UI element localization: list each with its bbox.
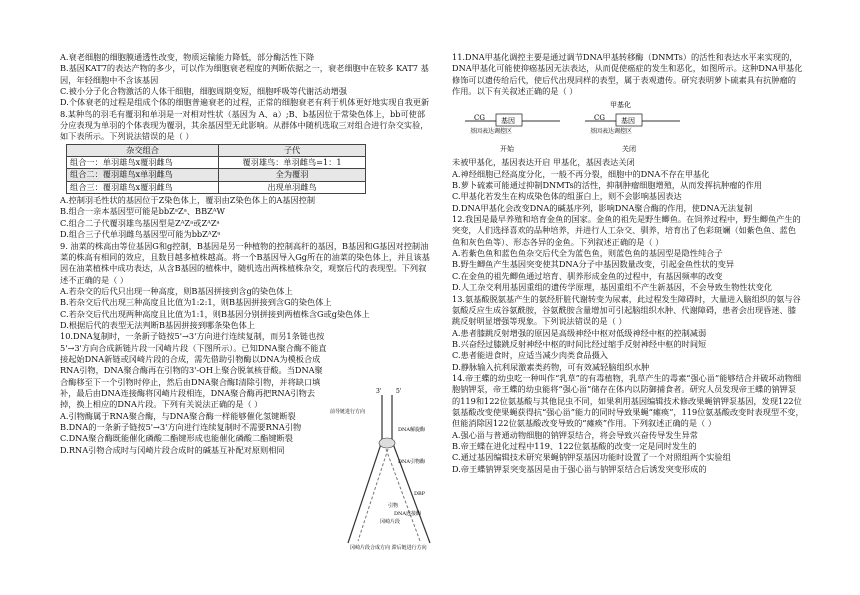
table-row (67, 181, 366, 193)
methylation-figure (460, 99, 690, 157)
q8-option-d: D.组合三子代单羽雌鸟基因型可能为bbZᴬZᵃ (60, 229, 221, 240)
q14-stem: 14.帝王蝶的幼虫吃一种叫作“乳草”的有毒植物，乳草产生的毒素“强心甾”能够结合并破坏动物细胞钠钾泵，帝王蝶的幼虫能将“强心甾”储存在体内以防御捕食者。研究人员发现帝王蝶的钠钾泵的119和122位氨基酸与其他昆虫不同，如果利用基因编辑技术修改果蝇钠钾泵基因，发现122位氨基酸改变使果蝇获得抗“强心甾”能力的同时导致果蝇“瘫痪”，119位氨基酸改变时表现型不变，但能消除因122位氨基酸改变导致的“瘫痪”作用。下列叙述正确的是（ ） (452, 372, 804, 429)
q12-option-d: D.人工杂交利用基因重组的遗传学原理，基因重组不产生新基因，不会导致生物性状变化 (452, 282, 773, 293)
q12-option-a: A.若紫色鱼和蓝色鱼杂交后代全为蓝色鱼，则蓝色鱼的基因型是隐性纯合子 (452, 248, 723, 259)
helicase-shape (379, 438, 395, 448)
q10-option-d: D.RNA引物合成时与冈崎片段合成时的碱基互补配对原则相同 (60, 444, 285, 455)
q9-option-c: C.若杂交后代出现两种高度且比值为1:1，则B基因分别拼接到两植株含G或g染色体上 (60, 308, 370, 319)
cross-table (66, 144, 366, 194)
top-left-label: 3' (376, 388, 382, 395)
offspring-cell: 出现单羽雌鸟 (219, 181, 366, 193)
leading-strand (348, 441, 382, 543)
combo-cell: 组合三：覆羽雄鸟x覆羽雌鸟 (67, 181, 219, 193)
q14-option-a: A.强心甾与普通动物细胞的钠钾泵结合，将会导致兴奋传导发生异常 (452, 429, 698, 440)
header-combo: 杂交组合 (67, 144, 219, 156)
q12-option-c: C.在金鱼的祖先鲫鱼通过培育、驯养形成金鱼的过程中，有基因频率的改变 (452, 270, 723, 281)
control-region-label: 基因表达调控区 (590, 128, 633, 136)
gene-label: 基因 (621, 117, 635, 126)
q11-option-c: C.甲基化若发生在构成染色体的组蛋白上，则不会影响基因表达 (452, 191, 682, 202)
offspring-cell: 全为覆羽 (219, 169, 366, 181)
helicase-label: DNA解旋酶 (398, 427, 425, 433)
q13-option-a: A.患者膝跳反射增强的原因是高级神经中枢对低级神经中枢的控制减弱 (452, 327, 707, 338)
q9-stem: 9. 油菜的株高由等位基因G和g控制，B基因是另一种植物的控制高秆的基因，B基因和G基因对控制油菜的株高有相同的效应，且数目越多植株越高。将一个B基因导入Gg所在的油菜的染色体上，并且该基因在油菜植株中成功表达，从含B基因的植株中，随机选出两株植株杂交，观察后代的表现型。下列叙述不正确的是（ ） (60, 240, 430, 285)
dbp-label: DBP (414, 491, 426, 497)
q7-option-a: A.衰老细胞的细胞膜通透性改变，物质运输能力降低，部分酶活性下降 (60, 52, 315, 62)
q11-stem: 11.DNA甲基化调控主要是通过调节DNA甲基转移酶（DNMTs）的活性和表达水平来实现的，DNA甲基化可能使抑癌基因无法表达，从而促使癌症的发生和恶化，如图所示。这种DNA甲基化修饰可以遗传给后代，使后代出现同样的表型，属于表观遗传。研究表明萝卜硫素具有抗肿瘤的作用。以下有关叙述正确的是（ ） (452, 52, 803, 97)
q8-option-b: B.组合一亲本基因型可能是bbZᵃZᵃ、BBZᴬW (60, 206, 225, 217)
q10-stem: 10.DNA复制时，一条新子链按5'→3'方向进行连续复制，而另1条链也按5'→3'方向合成新链片段一冈崎片段（下图所示）。已知DNA聚合酶不能直接起始DNA新链或冈崎片段的合成，需先借助引物酶以DNA为模板合成RNA引物，DNA聚合酶再在引物的3'-OH上聚合脱氧核苷酸。当DNA聚合酶移至下一个引物时停止，然后由DNA聚合酶I清除引物，并将缺口填补，最后由DNA连接酶将冈崎片段相连，DNA聚合酶再把RNA引物去掉，换上相应的DNA片段。下列有关说法正确的是（ ） (60, 331, 327, 410)
leading-direction-label: 前导链进行方向 (330, 409, 366, 415)
q13-option-b: B.兴奋经过膝跳反射神经中枢的时间比经过缩手反射神经中枢的时间短 (452, 338, 707, 349)
gene-label: 基因 (501, 117, 515, 126)
q14-option-d: D.帝王蝶钠钾泵突变基因是由于强心甾与钠钾泵结合后诱发突变形成的 (452, 463, 707, 474)
right-column (452, 52, 804, 475)
q9-option-d: D.根据后代的表型无法判断B基因拼接到哪条染色体上 (60, 319, 256, 330)
q13-option-d: D.静脉输入抗利尿激素类药物，可有效减轻脑组织水肿 (452, 361, 650, 372)
q14-option-c: C.通过基因编辑技术研究果蝇钠钾泵基因功能时设置了一个对照组两个实验组 (452, 452, 731, 463)
table-row (67, 157, 366, 169)
q8-option-a: A.控制羽毛性状的基因位于Z染色体上，覆羽由Z染色体上的A基因控制 (60, 195, 316, 206)
offspring-cell: 覆羽雄鸟：单羽雌鸟=1：1 (219, 157, 366, 169)
combo-cell: 组合一：单羽雄鸟x覆羽雌鸟 (67, 157, 219, 169)
q10-option-b: B.DNA的一条新子链按5'→3'方向进行连续复制时不需要RNA引物 (60, 422, 302, 432)
combo-cell: 组合二：覆羽雄鸟x单羽雌鸟 (67, 169, 219, 181)
ligase-label: DNA连接酶 (394, 511, 421, 517)
q11-option-b: B.萝卜硫素可能通过抑制DNMTs的活性，抑制肿瘤细胞增殖，从而发挥抗肿瘤的作用 (452, 180, 762, 191)
cg-label: CG (594, 114, 605, 123)
primase-label: DNA引物酶 (398, 459, 425, 465)
control-region-label: 基因表达调控区 (470, 128, 513, 136)
methylation-caption: 未被甲基化，基因表达开启 甲基化，基因表达关闭 (452, 157, 635, 168)
q13-stem: 13.氨基酸脱氨基产生的氨经肝脏代谢转变为尿素，此过程发生障碍时，大量进入脑组织的氨与谷氨酸反应生成谷氨酰胺，谷氨酰胺含量增加可引起脑组织水肿、代谢障碍，患者会出现昏迷、膝跳反射明显增强等现象。下列说法错误的是（ ） (452, 293, 801, 327)
q10-block (60, 331, 328, 456)
table-row (67, 169, 366, 181)
methylation-label: 甲基化 (610, 101, 631, 110)
q14-option-b: B.帝王蝶在进化过程中119、122位氨基酸的改变一定是同时发生的 (452, 440, 697, 451)
q7-option-b: B.基因KAT7的表达产物的多少，可以作为细胞衰老程度的判断依据之一，衰老细胞中在较多 KAT7 基因，年轻细胞中不含该基因 (60, 63, 429, 85)
q7-option-d: D.个体衰老的过程是组成个体的细胞普遍衰老的过程，正常的细胞衰老有利于机体更好地实现自我更新 (60, 97, 430, 108)
top-right-label: 5' (396, 388, 402, 395)
q9-option-b: B.若杂交后代出现三种高度且比值为1:2:1，则B基因拼接到含G的染色体上 (60, 297, 332, 308)
q10-option-c: C.DNA聚合酶既能催化磷酸二酯键形成也能催化磷酸二酯键断裂 (60, 433, 293, 444)
cg-label: CG (474, 114, 485, 123)
q13-option-c: C.患者能进食时，应适当减少肉类食品摄入 (452, 350, 608, 361)
header-offspring: 子代 (219, 144, 366, 156)
okazaki-label: 冈崎片段 (380, 519, 401, 525)
q12-option-b: B.野生鲫鱼产生基因突变使其DNA分子中基因数量改变，引起金鱼性状的变异 (452, 259, 735, 270)
q7-option-c: C.被小分子化合物激活的人体干细胞，细胞周期变短，细胞呼吸等代谢活动增强 (60, 86, 347, 97)
cross-table-header (67, 144, 366, 156)
primer-label: 引物 (388, 503, 399, 509)
q8-stem: 8.某种鸟的羽毛有覆羽和单羽是一对相对性状（基因为 A、a）;B、b基因位于常染色体上，bb可使部分应表现为单羽的个体表现为覆羽，其余基因型无此影响。从群体中随机选取三对组合进行杂交实验，如下表所示。下列说法错误的是（ ） (60, 108, 429, 142)
dna-replication-figure (330, 383, 446, 551)
start-label: 开始 (500, 145, 514, 154)
dna-figure-caption: 冈崎片段合成方向 滞后链进行方向 (350, 545, 427, 551)
q10-option-a: A.引物酶属于RNA聚合酶，与DNA聚合酶一样能够催化氢键断裂 (60, 410, 296, 421)
new-strand (358, 449, 388, 541)
q11-option-d: D.DNA甲基化会改变DNA的碱基序列，影响DNA聚合酶的作用，使DNA无法复制 (452, 202, 753, 213)
q11-option-a: A.神经细胞已经高度分化，一般不再分裂，细胞中的DNA不存在甲基化 (452, 168, 710, 179)
q8-option-c: C.组合二子代覆羽雄鸟基因型是ZᴬZᵃ或ZᴬZᵃ (60, 217, 220, 228)
q12-stem: 12.我国是最早养殖和培育金鱼的国家。金鱼的祖先是野生鲫鱼。在饲养过程中，野生鲫鱼产生的突变，人们选择喜欢的品种培养，并进行人工杂交、驯养，培育出了色彩斑斓（如紫色鱼、蓝色鱼和灰色鱼等）、形态各异的金鱼。下列叙述正确的是（ ） (452, 214, 801, 247)
stop-label: 关闭 (622, 145, 636, 154)
q9-option-a: A.若杂交的后代只出现一种高度，则B基因拼接到含g的染色体上 (60, 285, 293, 296)
